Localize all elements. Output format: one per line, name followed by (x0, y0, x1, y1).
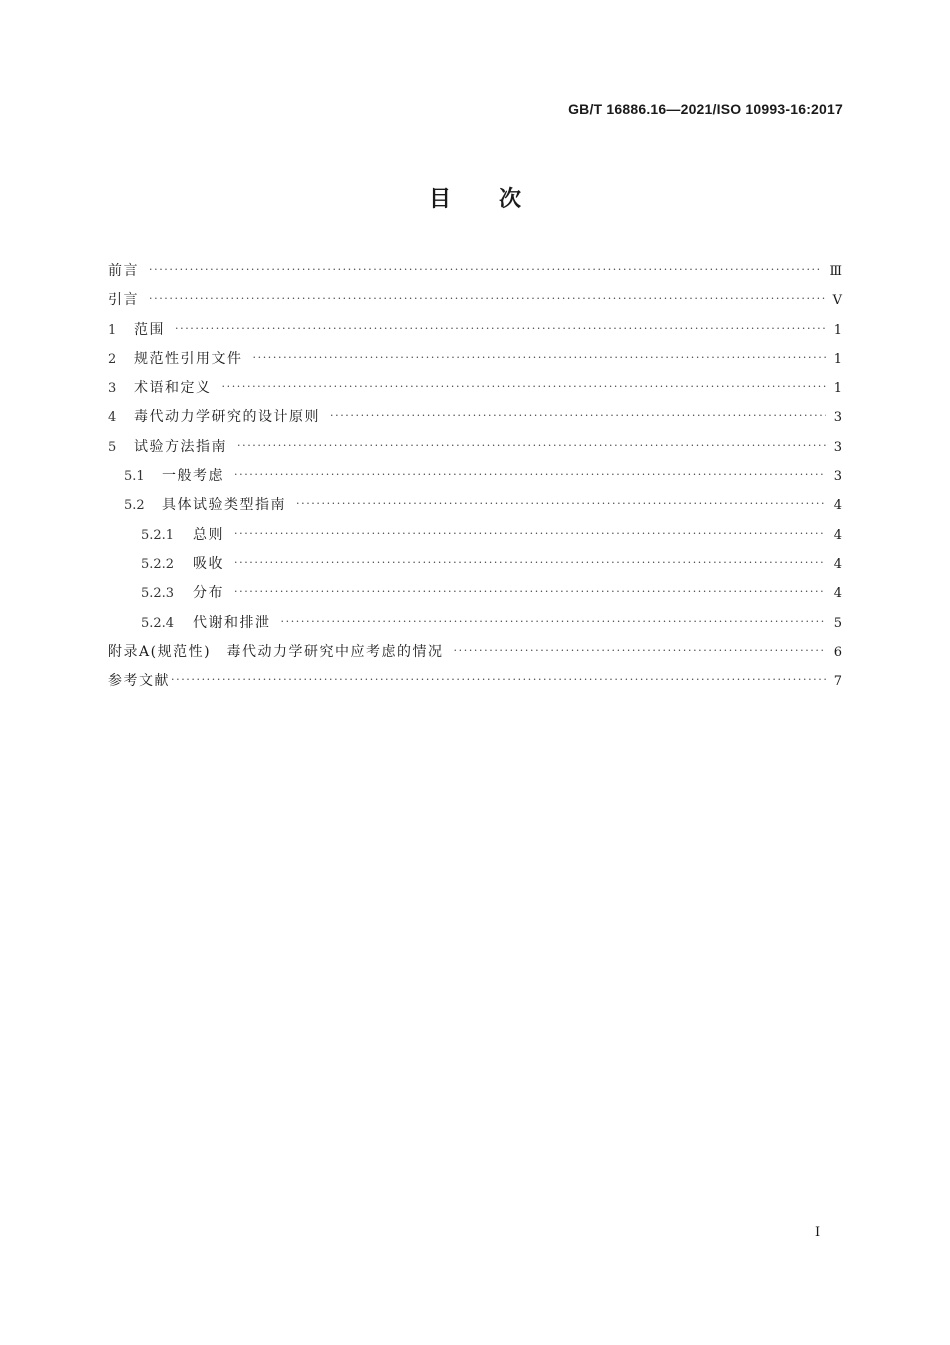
dot-leader (253, 343, 826, 372)
toc-entry-label: 吸收 (193, 555, 224, 572)
toc-entry-label: 毒代动力学研究的设计原则 (134, 409, 320, 426)
toc-entry-number: 3 (108, 381, 117, 397)
toc-entry-label: 参考文献 (108, 673, 170, 690)
dot-leader (234, 577, 826, 606)
toc-entry-label: 一般考虑 (162, 468, 224, 485)
toc-entry-page: 4 (833, 498, 842, 514)
toc-entry[interactable] (108, 316, 842, 345)
toc-entry-number: 5.2.4 (141, 615, 175, 631)
table-of-contents (108, 257, 842, 696)
page-number: Ⅰ (815, 1225, 821, 1240)
toc-entry[interactable] (108, 433, 842, 462)
toc-entry-page: 3 (833, 469, 842, 485)
toc-entry-page: 7 (833, 674, 842, 690)
dot-leader (149, 255, 821, 284)
toc-entry[interactable] (108, 638, 842, 667)
toc-entry-page: 4 (833, 527, 842, 543)
toc-entry-number: 5.1 (124, 469, 145, 485)
toc-entry-page: 1 (833, 381, 842, 397)
toc-entry-number: 5.2.2 (141, 556, 175, 572)
toc-entry-label: 范围 (134, 321, 165, 338)
standard-code: GB/T 16886.16—2021/ISO 10993-16:2017 (568, 101, 843, 117)
toc-entry-label: 代谢和排泄 (193, 614, 271, 631)
toc-entry-label: 引言 (108, 292, 139, 309)
toc-entry-number: 4 (108, 410, 117, 426)
toc-entry-page: 5 (833, 615, 842, 631)
toc-entry[interactable] (108, 491, 842, 520)
toc-entry-number: 5.2.1 (141, 527, 175, 543)
toc-entry-page: 4 (833, 586, 842, 602)
toc-entry[interactable] (108, 257, 842, 286)
dot-leader (234, 548, 826, 577)
toc-entry-page: 4 (833, 556, 842, 572)
toc-entry-page: 1 (833, 351, 842, 367)
toc-entry[interactable] (108, 609, 842, 638)
toc-entry-page: 6 (833, 644, 842, 660)
dot-leader (175, 314, 826, 343)
dot-leader (222, 372, 826, 401)
toc-entry[interactable] (108, 462, 842, 491)
dot-leader (149, 284, 825, 313)
toc-entry-label: 分布 (193, 585, 224, 602)
toc-entry-number: 5 (108, 439, 117, 455)
dot-leader (234, 519, 826, 548)
toc-entry-label: 规范性引用文件 (134, 350, 243, 367)
toc-entry[interactable] (108, 345, 842, 374)
dot-leader (281, 607, 826, 636)
dot-leader (237, 431, 826, 460)
toc-entry-page: 3 (833, 439, 842, 455)
toc-entry[interactable] (108, 374, 842, 403)
toc-entry[interactable] (108, 667, 842, 696)
dot-leader (234, 460, 826, 489)
toc-entry-number: 5.2 (124, 498, 145, 514)
toc-entry-label: 试验方法指南 (134, 438, 227, 455)
toc-entry-number: 5.2.3 (141, 586, 175, 602)
toc-entry-number: 1 (108, 322, 117, 338)
toc-entry-number: 2 (108, 351, 117, 367)
toc-entry-page: Ⅴ (832, 293, 842, 309)
toc-entry-page: Ⅲ (829, 264, 842, 279)
toc-entry-label: 具体试验类型指南 (162, 497, 286, 514)
dot-leader (296, 489, 826, 518)
toc-title: 目次 (428, 187, 569, 212)
toc-entry[interactable] (108, 403, 842, 432)
toc-entry-page: 3 (833, 410, 842, 426)
dot-leader (171, 665, 826, 694)
toc-entry[interactable] (108, 550, 842, 579)
toc-entry-label: 总则 (193, 526, 224, 543)
toc-entry[interactable] (108, 286, 842, 315)
toc-entry-label: 附录A(规范性) 毒代动力学研究中应考虑的情况 (108, 643, 444, 660)
toc-entry-page: 1 (833, 322, 842, 338)
toc-entry-label: 前言 (108, 263, 139, 279)
toc-entry[interactable] (108, 521, 842, 550)
toc-entry[interactable] (108, 579, 842, 608)
dot-leader (454, 636, 826, 665)
dot-leader (330, 401, 826, 430)
toc-entry-label: 术语和定义 (134, 380, 212, 397)
